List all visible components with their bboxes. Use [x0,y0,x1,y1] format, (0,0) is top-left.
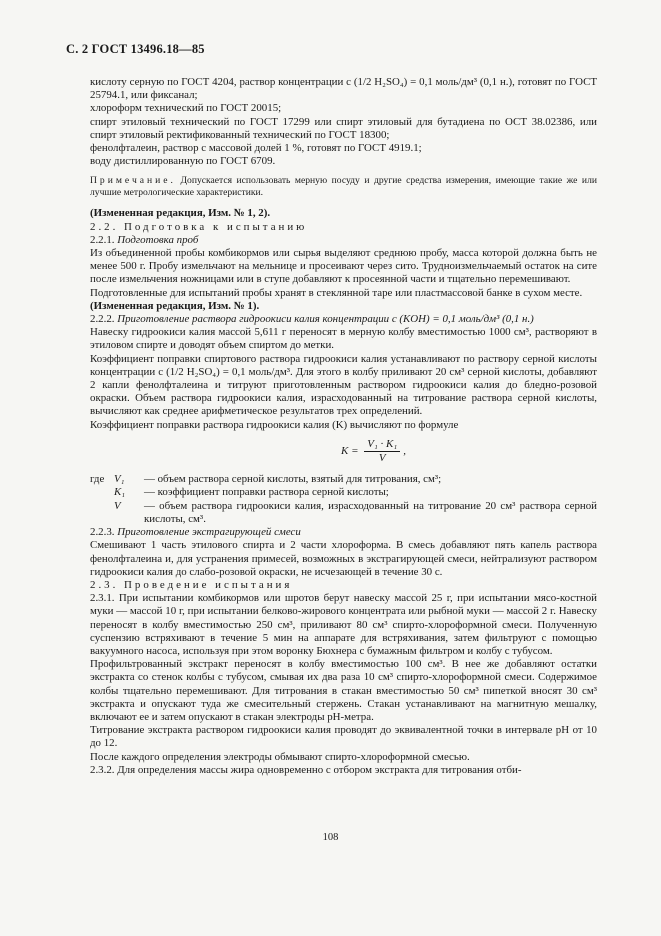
section-heading: 2.3. Проведение испытания [90,578,293,591]
paragraph: кислоту серную по ГОСТ 4204, раствор концентрации c (1/2 H₂SO₄) = 0,1 моль/дм³ (0,1 н.), готовят по ГОСТ 25794.1, или фиксанал; [90,76,597,102]
definitions [90,473,597,526]
definition-row: V — объем раствора гидроокиси калия, израсходованный на титрование 20 см³ раствора серной кислоты, см³. [114,499,597,525]
paragraph: Коэффициент поправки спиртового раствора гидроокиси калия устанавливают по раствору серной кислоты концентрации c (1/2 H₂SO₄) = 0,1 моль/дм³. Для этого в колбу приливают 20 см³ серной кислоты, добавляют 2 капли фенолфталеина и титруют приготовленным раствором гидроокиси калия до бледно-розовой окраски. Объем раствора гидроокиси калия, израсходованный на титрование раствора серной кислоты, вычисляют как среднее арифметическое результатов трех определений. [90,352,597,418]
revision-note: (Измененная редакция, Изм. № 1, 2). [90,207,271,220]
definition-row: где V₁ — объем раствора серной кислоты, взятый для титрования, см³; [90,473,442,486]
paragraph: После каждого определения электроды обмывают спирто-хлороформной смесью. [90,750,470,763]
paragraph: 2.3.2. Для определения массы жира одновременно с отбором экстракта для титрования отби- [90,763,522,776]
subsection-heading: 2.2.2. Приготовление раствора гидроокиси калия концентрации c (KOH) = 0,1 моль/дм³ (0,1 н.) [90,313,534,326]
definition-row: K₁ — коэффициент поправки раствора серной кислоты; [114,486,389,499]
page-number: 108 [322,832,339,843]
formula-end: , [403,445,406,458]
revision-note: (Измененная редакция, Изм. № 1). [90,299,260,312]
formula-fraction [364,438,400,465]
paragraph: 2.3.1. При испытании комбикормов или шротов берут навеску массой 25 г, при испытании мясо-костной муки — массой 10 г, при испытании белково-жирового концентрата или рыбной муки — массой 2 г. Навеску переносят в колбу вместимостью 250 см³, приливают 80 см³ спирто-хлороформной смеси. Полученную суспензию встряхивают в течение 5 мин на аппарате для встряхивания, затем фильтруют с помощью вакуумного насоса, используя при этом воронку Бюхнера с бумажным фильтром и колбу с тубусом. [90,592,597,657]
subsection-heading: 2.2.1. Подготовка проб [90,233,199,246]
formula-numerator: V₁ · K₁ [364,438,400,452]
section-heading: 2.2. Подготовка к испытанию [90,220,308,233]
formula [150,438,597,465]
paragraph: хлороформ технический по ГОСТ 20015; [90,102,282,115]
note [90,175,597,199]
page-header: С. 2 ГОСТ 13496.18—85 [66,42,205,56]
note-label: Примечание. [90,175,176,187]
note-text: Допускается использовать мерную посуду и другие средства измерения, имеющие такие же или лучшие метрологические характеристики. [90,175,597,199]
paragraph: воду дистиллированную по ГОСТ 6709. [90,155,276,168]
paragraph: фенолфталеин, раствор с массовой долей 1 %, готовят по ГОСТ 4919.1; [90,142,422,155]
document-body [90,76,597,777]
paragraph: Профильтрованный экстракт переносят в колбу вместимостью 100 см³. В нее же добавляют остатки экстракта со стенок колбы с тубусом, смывая их два раза 10 см³ спирто-хлороформной смеси. Содержимое колбы тщательно перемешивают. Для титрования в стакан вместимостью 50 см³ пипеткой вносят 30 см³ экстракта и опускают туда же смесительный стержень. Стакан устанавливают на магнитную мешалку, включают ее и затем опускают в стакан электроды pH-метра. [90,658,597,723]
paragraph: спирт этиловый технический по ГОСТ 17299 или спирт этиловый для бутадиена по ОСТ 38.02386, или спирт этиловый ректификованный технический по ГОСТ 18300; [90,115,597,141]
paragraph: Коэффициент поправки раствора гидроокиси калия (K) вычисляют по формуле [90,418,459,431]
paragraph: Подготовленные для испытаний пробы хранят в стеклянной таре или пластмассовой банке в сухом месте. [90,286,583,299]
paragraph: Навеску гидроокиси калия массой 5,611 г переносят в мерную колбу вместимостью 1000 см³, растворяют в этиловом спирте и доводят объем спиртом до метки. [90,326,597,352]
paragraph: Титрование экстракта раствором гидроокиси калия проводят до эквивалентной точки в интервале pH от 10 до 12. [90,724,597,750]
subsection-heading: 2.2.3. Приготовление экстрагирующей смеси [90,526,301,539]
formula-lhs: K = [341,445,359,458]
paragraph: Смешивают 1 часть этилового спирта и 2 части хлороформа. В смесь добавляют пять капель раствора фенолфталеина и, для устранения примесей, возможных в экстрагирующей смеси, нейтрализуют раствором гидроокиси калия до слабо-розовой окраски, не исчезающей в течение 30 с. [90,539,597,578]
formula-denominator: V [378,452,386,465]
paragraph: Из объединенной пробы комбикормов или сырья выделяют среднюю пробу, масса которой должна быть не менее 500 г. Пробу измельчают на мельнице и просеивают через сито. Трудноизмельчаемый остаток на сите после измельчения ножницами или в ступе добавляют к просеянной части и тщательно перемешивают. [90,247,597,286]
